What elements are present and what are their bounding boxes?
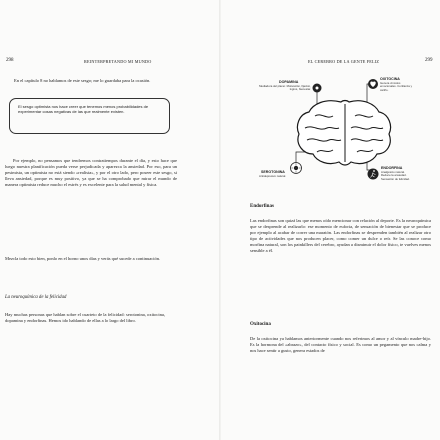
running-head-right: EL CEREBRO DE LA GENTE FELIZ	[308, 59, 380, 64]
label-serotonin: SEROTONINA	[261, 170, 285, 174]
desc-oxytocin: Genera vínculos emocionales. Confianza y cariño.	[380, 81, 413, 92]
running-head-left: REINTERPRETANDO MI MUNDO	[84, 59, 152, 64]
paragraph-optimism: Por ejemplo, no pensamos que tendremos contratiempos durante el día, y esto hace que luego nuestra planificación pueda verse perjudicada y aparezca la ansiedad. Por eso, para un pesimista, un optimista no está siendo «realista», y por el otro lado, pero poseer este sesgo, si lleva ansiedad, porque es muy positivo, ya que se ha comprobado que mirar el mundo de manera optimista reduce mucho el estrés y es excelente para la salud mental y física.	[5, 158, 177, 188]
section-heading-endorphins: Endorfinas	[250, 204, 274, 209]
section-heading-oxytocin: Oxitocina	[250, 322, 271, 327]
page-number-left: 298	[6, 58, 14, 63]
heart-icon	[368, 79, 378, 89]
dopamine-icon	[313, 84, 322, 93]
brain-hormones-figure	[255, 74, 415, 196]
callout-text: El sesgo optimista nos hace creer que tenemos menos probabilidades de experimentar cosas negativas de las que realmente existen.	[18, 104, 149, 115]
desc-endorphin: Analgésico natural. Reduce la ansiedad. Sensación de felicidad.	[381, 170, 410, 181]
section-heading-neurochemistry: La neuroquímica de la felicidad	[5, 295, 67, 300]
paragraph-mix: Mezcla todo esto bien, ponlo en el horno unos días y verás qué sucede a continuación.	[5, 256, 161, 261]
label-oxytocin: OXITOCINA	[380, 77, 400, 81]
sun-icon	[291, 163, 302, 174]
paragraph-quartet: Hay muchas personas que hablan sobre el cuarteto de la felicidad: serotonina, oxitocina, dopamina y endorfinas. Hemos ido hablando de ellas a lo largo del libro.	[5, 312, 165, 324]
paragraph-oxytocin: De la oxitocina ya hablamos anteriormente cuando nos referimos al amor y al vínculo madre-hijo. Es la hormona del «abrazo», del contacto físico y social. Es como un pegamento que nos calma y nos hace sentir a gusto, genera estados de	[250, 336, 431, 354]
page-number-right: 299	[425, 58, 433, 63]
callout-box	[9, 98, 170, 134]
intro-paragraph: En el capítulo 8 no hablamos de este sesgo; me lo guardaba para la ocasión.	[14, 78, 151, 83]
desc-serotonin: Antidepresivo natural.	[259, 174, 287, 178]
runner-icon	[368, 169, 379, 180]
right-page	[220, 0, 440, 440]
brain-icon	[297, 101, 390, 166]
label-endorphin: ENDORFINA	[381, 166, 403, 170]
label-dopamine: DOPAMINA	[279, 80, 299, 84]
paragraph-endorphins: Las endorfinas son quizá las que menos oído mencionar con relación al deporte. Es la neuroquímica que se desprende al realizarlo: ese momento de euforia, de sensación de bienestar que se produce por ejemplo al acabar de correr una maratón. Las endorfinas se desprenden también al realizar otro tipo de actividades que nos producen placer, como comer un dulce o reír. Se las conoce como morfina natural, son los painkillers del cerebro, ayudan a disminuir el dolor físico, te vuelves menos sensible a él.	[250, 218, 431, 254]
desc-dopamine: Mediadora del placer. Motivación, fijación, logros, bienestar.	[259, 84, 311, 92]
